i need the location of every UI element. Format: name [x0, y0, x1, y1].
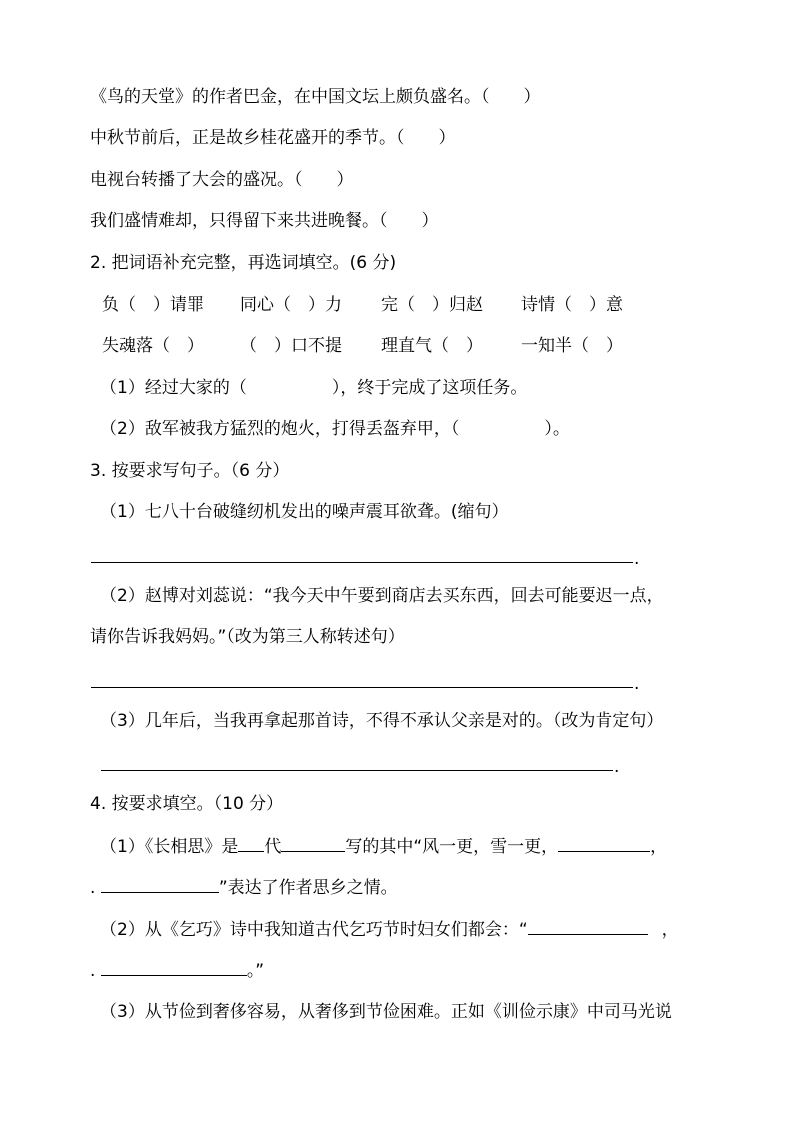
q3-sentence-1: （1）七八十台破缝纫机发出的噪声震耳欲聋。(缩句） [100, 502, 509, 522]
blank-poem-line-2[interactable] [101, 876, 219, 893]
answer-line-1-period: . [634, 549, 640, 569]
blank-author[interactable] [281, 835, 345, 852]
answer-line-3-period: . [614, 757, 620, 777]
q4-s2-part-a: （2）从《乞巧》诗中我知道古代乞巧节时妇女们都会：“ [100, 920, 528, 940]
judge-line-3: 电视台转播了大会的盛况。（ ） [90, 170, 354, 190]
answer-line-2-period: . [634, 674, 640, 694]
q4-s2-part-b: ， [661, 920, 679, 940]
blank-qiqiao-2[interactable] [101, 959, 247, 976]
q3-sentence-2b: 请你告诉我妈妈。”（改为第三人称转述句） [90, 627, 405, 647]
idiom-6: （ ）口不提 [240, 336, 342, 356]
q4-s2-dot: . [90, 961, 96, 981]
judge-line-1: 《鸟的天堂》的作者巴金，在中国文坛上颇负盛名。（ ） [90, 87, 541, 107]
q4-sentence-1 [100, 835, 667, 858]
answer-line-1[interactable] [91, 562, 633, 563]
answer-line-3[interactable] [101, 770, 613, 771]
q2-sentence-1: （1）经过大家的（ ），终于完成了这项任务。 [100, 378, 528, 398]
q4-s1-part-a: （1）《长相思》是 [100, 837, 239, 857]
q4-s1-dot: . [90, 878, 96, 898]
q3-sentence-2a: （2）赵博对刘蕊说：“我今天中午要到商店去买东西，回去可能要迟一点， [100, 586, 664, 606]
q4-sentence-3: （3）从节俭到奢侈容易，从奢侈到节俭困难。正如《训俭示康》中司马光说 [100, 1002, 672, 1022]
idiom-7: 理直气（ ） [381, 336, 483, 356]
blank-qiqiao-1[interactable] [528, 918, 648, 935]
q4-s1-part-b: 代 [264, 837, 282, 857]
q2-sentence-2: （2）敌军被我方猛烈的炮火，打得丢盔弃甲，（ ）。 [100, 419, 570, 439]
q2-title: 2. 把词语补充完整，再选词填空。(6 分) [90, 253, 397, 273]
q4-title: 4. 按要求填空。（10 分） [90, 794, 284, 814]
idiom-4: 诗情（ ）意 [521, 295, 623, 315]
q4-sentence-1-cont [90, 876, 398, 899]
idiom-3: 完（ ）归赵 [381, 295, 483, 315]
q4-sentence-2-cont [90, 959, 264, 982]
judge-line-2: 中秋节前后，正是故乡桂花盛开的季节。（ ） [90, 128, 456, 148]
q3-sentence-3: （3）几年后，当我再拿起那首诗，不得不承认父亲是对的。（改为肯定句） [100, 711, 664, 731]
q4-sentence-2 [100, 918, 679, 941]
q4-s2-part-c: 。” [246, 961, 265, 981]
judge-line-4: 我们盛情难却，只得留下来共进晚餐。（ ） [90, 211, 439, 231]
blank-dynasty[interactable] [238, 835, 264, 852]
blank-poem-line-1[interactable] [558, 835, 650, 852]
q3-title: 3. 按要求写句子。（6 分） [90, 461, 290, 481]
idiom-8: 一知半（ ） [521, 336, 623, 356]
idiom-5: 失魂落（ ） [102, 336, 204, 356]
q4-s1-part-d: ， [650, 837, 668, 857]
answer-line-2[interactable] [91, 687, 633, 688]
idiom-1: 负（ ）请罪 [102, 295, 204, 315]
q4-s1-part-c: 写的其中“风一更，雪一更， [345, 837, 559, 857]
idiom-2: 同心（ ）力 [240, 295, 342, 315]
q4-s1-part-e: ”表达了作者思乡之情。 [218, 878, 398, 898]
